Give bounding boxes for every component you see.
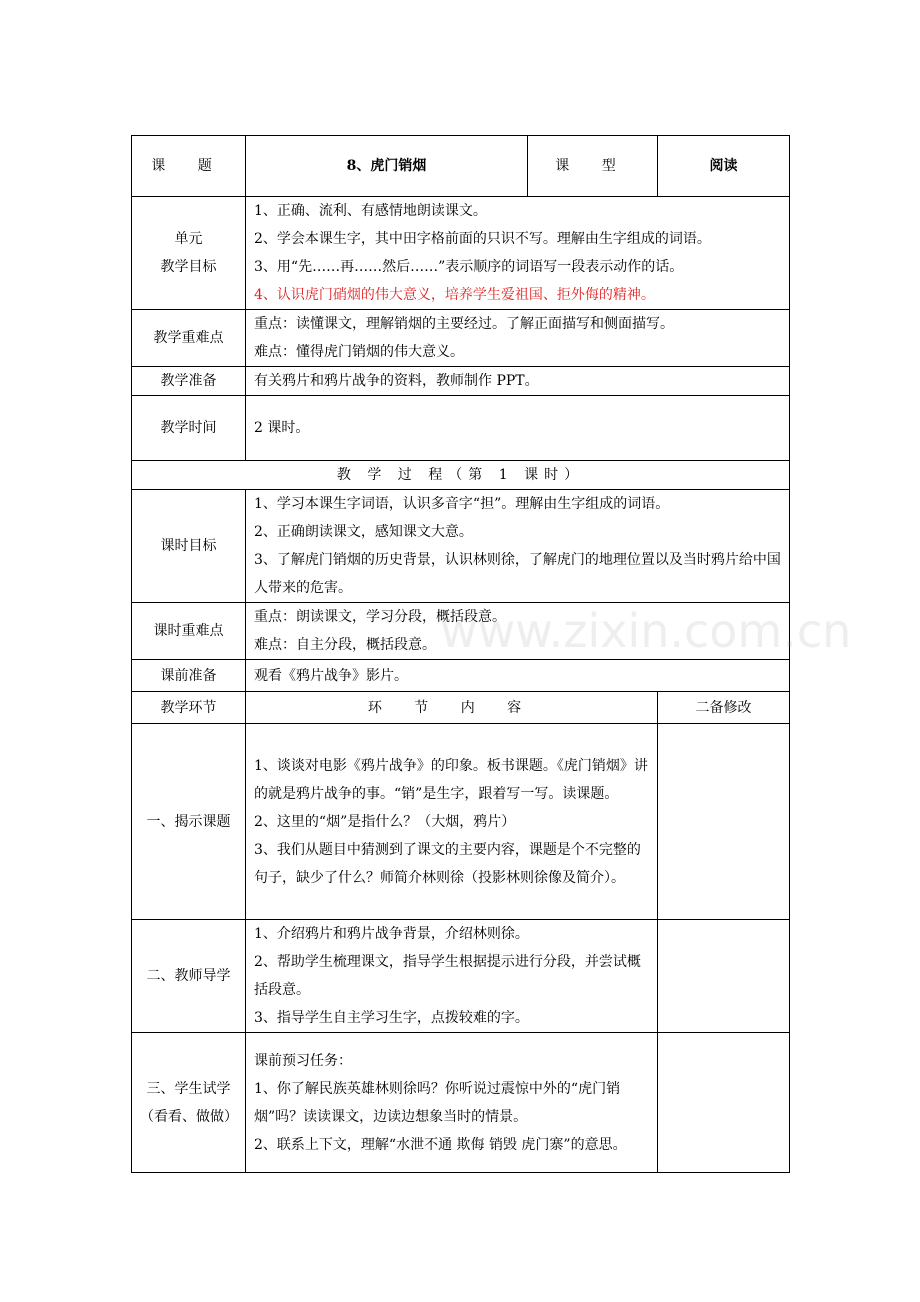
stage-name: 二、教师导学 [132,920,246,1033]
stage-content: 1、谈谈对电影《鸦片战争》的印象。板书课题。《虎门销烟》讲的就是鸦片战争的事。“销”是生字，跟着写一写。读课题。 2、这里的“烟”是指什么？（大烟，鸦片） 3、我们从题目中猜测到了课文的主要内容，课题是个不完整的句子，缺少了什么？师简介林则徐（投影林则徐像及简介）。 [246,724,658,920]
stage-revise-cell [658,920,790,1033]
time-row [132,396,790,461]
prep-label: 教学准备 [132,367,246,396]
unit-goal-item: 1、正确、流利、有感情地朗读课文。 [254,203,487,219]
watermark: www.zixin.com.cn [440,604,852,658]
stage-row [132,724,790,920]
topic-label: 课 题 [132,136,246,197]
col-stage-header: 教学环节 [132,692,246,724]
unit-goal-label: 单元 教学目标 [132,197,246,310]
period-goal-content: 1、学习本课生字词语，认识多音字“担”。理解由生字组成的词语。 2、正确朗读课文，感知课文大意。 3、了解虎门销烟的历史背景，认识林则徐，了解虎门的地理位置以及当时鸦片给中国人带来的危害。 [246,490,790,603]
stage-content: 1、介绍鸦片和鸦片战争背景，介绍林则徐。 2、帮助学生梳理课文，指导学生根据提示进行分段，并尝试概括段意。 3、指导学生自主学习生字，点拨较难的字。 [246,920,658,1033]
col-content-header: 环 节 内 容 [246,692,658,724]
key-points-label: 教学重难点 [132,310,246,367]
unit-goal-row [132,197,790,310]
stage-content: 课前预习任务： 1、你了解民族英雄林则徐吗？你听说过震惊中外的“虎门销烟”吗？读读课文，边读边想象当时的情景。 2、联系上下文，理解“水泄不通 欺侮 销毁 虎门寨”的意思。 [246,1033,658,1173]
prep-row [132,367,790,396]
stage-name: 一、揭示课题 [132,724,246,920]
stage-revise-cell [658,1033,790,1173]
header-row [132,136,790,197]
key-points-content: 重点：读懂课文，理解销烟的主要经过。了解正面描写和侧面描写。 难点：懂得虎门销烟的伟大意义。 [246,310,790,367]
process-title-row [132,461,790,490]
type-value: 阅读 [658,136,790,197]
time-value: 2 课时。 [246,396,790,461]
stage-row [132,920,790,1033]
pre-class-value: 观看《鸦片战争》影片。 [246,660,790,692]
stage-revise-cell [658,724,790,920]
unit-goal-item-highlight: 4、认识虎门硝烟的伟大意义，培养学生爱祖国、拒外侮的精神。 [254,287,655,303]
column-header-row [132,692,790,724]
unit-goal-item: 2、学会本课生字，其中田字格前面的只识不写。理解由生字组成的词语。 [254,231,711,247]
process-title: 教 学 过 程（第 1 课时） [132,461,790,490]
prep-value: 有关鸦片和鸦片战争的资料，教师制作 PPT。 [246,367,790,396]
period-key-row [132,603,790,660]
period-goal-label: 课时目标 [132,490,246,603]
stage-row [132,1033,790,1173]
stage-name: 三、学生试学 （看看、做做） [132,1033,246,1173]
pre-class-label: 课前准备 [132,660,246,692]
lesson-plan-table [131,135,790,1173]
pre-class-row [132,660,790,692]
period-goal-row [132,490,790,603]
unit-goal-item: 3、用“先……再……然后……”表示顺序的词语写一段表示动作的话。 [254,259,684,275]
period-key-content: 重点：朗读课文，学习分段，概括段意。 难点：自主分段，概括段意。 [246,603,790,660]
col-revise-header: 二备修改 [658,692,790,724]
unit-goal-content [246,197,790,310]
time-label: 教学时间 [132,396,246,461]
key-points-row [132,310,790,367]
type-label: 课 型 [528,136,658,197]
topic-value: 8、虎门销烟 [246,136,528,197]
period-key-label: 课时重难点 [132,603,246,660]
